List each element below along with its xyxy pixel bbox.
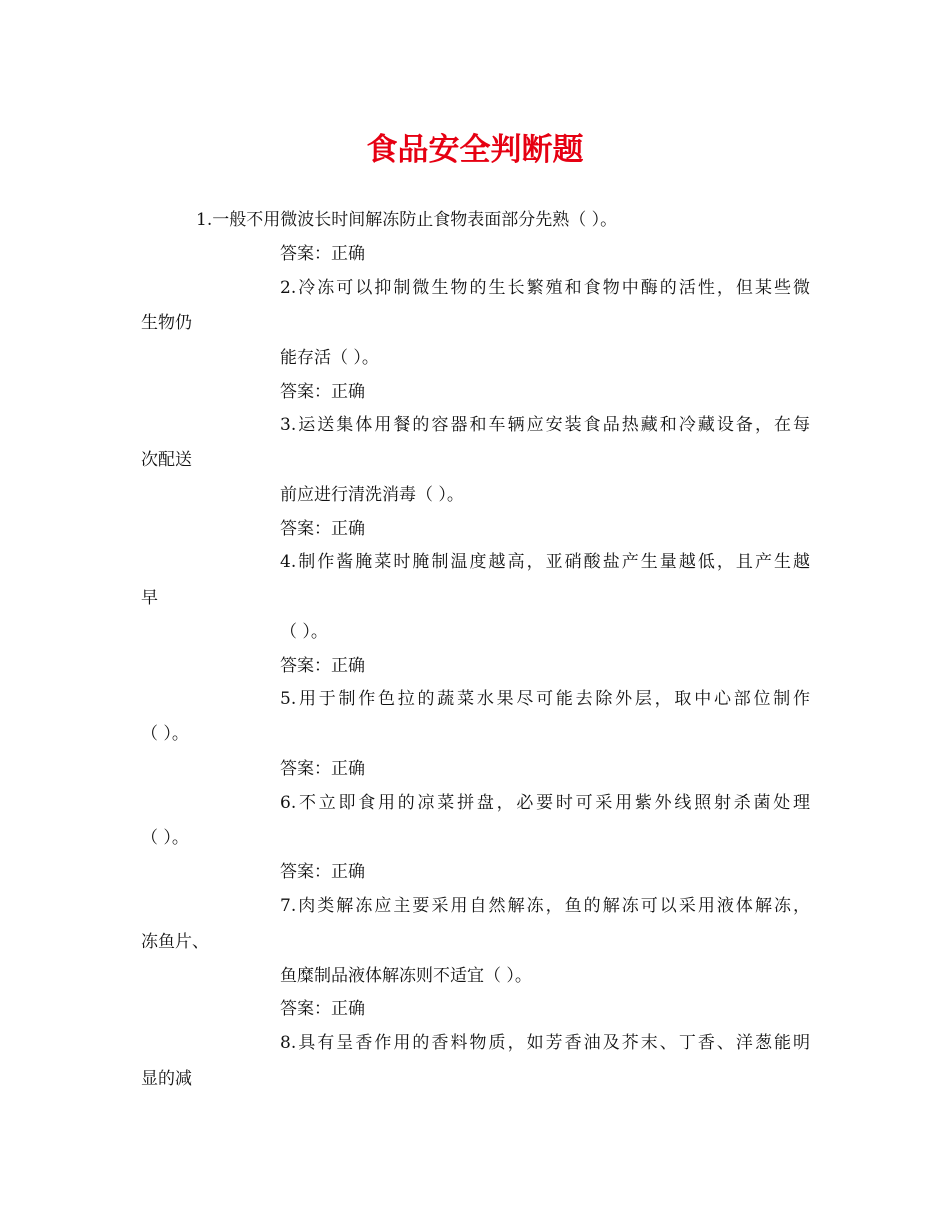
question-2-line-3: 能存活（ ）。 [280,348,379,368]
question-8-line-2: 显的减 [141,1069,192,1089]
question-1: 1.一般不用微波长时间解冻防止食物表面部分先熟（ ）。 [196,210,618,230]
question-3-line-3: 前应进行清洗消毒（ ）。 [280,485,464,505]
question-4-line-2: 早 [141,588,158,608]
answer-2: 答案：正确 [280,382,365,402]
question-6-line-2: （ ）。 [141,828,189,848]
answer-4: 答案：正确 [280,656,365,676]
answer-1: 答案：正确 [280,244,365,264]
question-2-line-1: 2.冷冻可以抑制微生物的生长繁殖和食物中酶的活性，但某些微 [280,278,810,298]
page-title: 食品安全判断题 [366,132,584,168]
answer-6: 答案：正确 [280,862,365,882]
answer-3: 答案：正确 [280,519,365,539]
answer-7: 答案：正确 [280,999,365,1019]
question-6-line-1: 6.不立即食用的凉菜拼盘，必要时可采用紫外线照射杀菌处理 [280,793,810,813]
question-7-line-1: 7.肉类解冻应主要采用自然解冻，鱼的解冻可以采用液体解冻， [280,896,810,916]
question-5-line-1: 5.用于制作色拉的蔬菜水果尽可能去除外层，取中心部位制作 [280,689,810,709]
question-2-line-2: 生物仍 [141,313,192,333]
question-5-line-2: （ ）。 [141,724,189,744]
question-4-line-1: 4.制作酱腌菜时腌制温度越高，亚硝酸盐产生量越低，且产生越 [280,552,810,572]
question-4-line-3: （ ）。 [280,622,328,642]
question-7-line-3: 鱼糜制品液体解冻则不适宜（ ）。 [280,966,532,986]
question-3-line-2: 次配送 [141,450,192,470]
question-7-line-2: 冻鱼片、 [141,932,209,952]
answer-5: 答案：正确 [280,759,365,779]
question-8-line-1: 8.具有呈香作用的香料物质，如芳香油及芥末、丁香、洋葱能明 [280,1033,810,1053]
question-3-line-1: 3.运送集体用餐的容器和车辆应安装食品热藏和冷藏设备，在每 [280,415,810,435]
